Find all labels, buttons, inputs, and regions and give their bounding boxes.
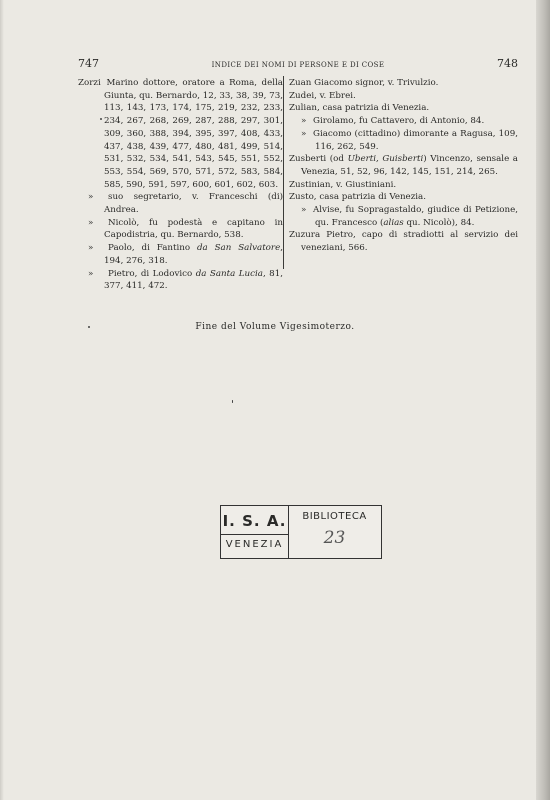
speck [232,400,233,403]
stamp-rule [221,534,288,535]
library-stamp [220,505,382,559]
volume-end-note: Fine del Volume Vigesimoterzo. [195,322,355,332]
stamp-library-label: BIBLIOTECA [302,511,367,522]
index-entry: Zustinian, v. Giustiniani. [289,179,397,190]
index-entry: Zuan Giacomo signor, v. Trivulzio. [289,78,439,88]
index-entry: Zudei, v. Ebrei. [289,90,356,101]
index-entry: Zorzi Marino dottore, oratore a Roma, della Giunta, qu. Bernardo, 12, 33, 38, 39, 73, 113, 143, 173, 174, 175, 219, 232, 233, 234, 267, 268, 269, 287, 288, 297, 301, 309, 360, 388, 394, 395, 397, 408, 433, 437, 438, 439, 477, 480, 481, 499, 514, 531, 532, 534, 541, 543, 545, 551, 552, 553, 554, 569, 570, 571, 572, 583, 584, 585, 590, 591, 597, 600, 601, 602, 603. [78,78,283,190]
index-entry: Zuzura Pietro, capo di stradiotti al servizio dei veneziani, 566. [289,230,518,254]
page-edge [536,0,550,800]
header-title: INDICE DEI NOMI DI PERSONE E DI COSE [211,61,385,69]
stamp-shelf-number: 23 [323,528,346,548]
speck [88,326,90,328]
index-column-left [78,77,283,293]
index-entry: » Girolamo, fu Cattavero, di Antonio, 84. [301,116,485,127]
column-divider [283,76,284,269]
index-entry: » Alvise, fu Sopragastaldo, giudice di Petizione, qu. Francesco (alias qu. Nicolò), 84. [301,205,518,228]
index-entry: Zusto, casa patrizia di Venezia. [289,192,426,203]
page-gutter-shadow [0,0,4,800]
index-entry: » suo segretario, v. Franceschi (di) Andrea. [88,192,283,216]
right-page-number: 748 [497,57,518,70]
stamp-institution: I. S. A. [222,512,287,530]
speck [100,118,102,120]
running-header [78,59,518,73]
index-column-right [289,77,518,255]
index-entry: » Nicolò, fu podestà e capitano in Capodistria, qu. Bernardo, 538. [88,217,283,241]
index-entry: » Paolo, di Fantino da San Salvatore, 194, 276, 318. [88,243,283,266]
index-entry: Zusberti (od Uberti, Guisberti) Vincenzo, sensale a Venezia, 51, 52, 96, 142, 145, 151, 214, 265. [289,154,518,177]
index-entry: » Giacomo (cittadino) dimorante a Ragusa, 109, 116, 262, 549. [301,128,518,152]
index-entry: » Pietro, di Lodovico da Santa Lucia, 81, 377, 411, 472. [88,268,283,292]
stamp-city: VENEZIA [225,539,284,550]
left-page-number: 747 [78,57,99,70]
index-entry: Zulian, casa patrizia di Venezia. [289,103,430,114]
